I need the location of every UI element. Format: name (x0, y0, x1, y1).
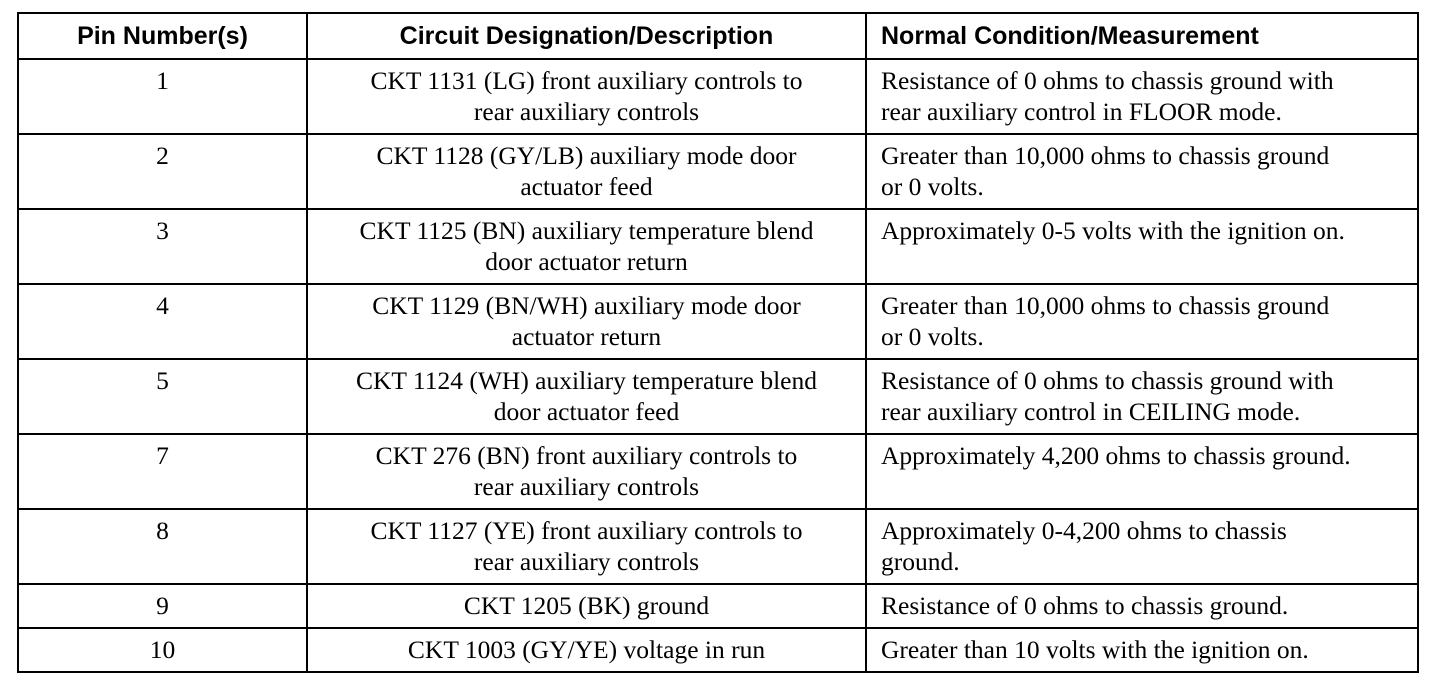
pin-number-cell: 5 (18, 359, 307, 434)
normal-condition-cell (866, 134, 1418, 209)
pin-number-cell: 9 (18, 584, 307, 628)
pin-number-cell: 2 (18, 134, 307, 209)
circuit-line: CKT 1129 (BN/WH) auxiliary mode door (372, 291, 801, 320)
normal-condition-cell (866, 628, 1418, 672)
normal-condition-cell (866, 59, 1418, 134)
circuit-line: CKT 276 (BN) front auxiliary controls to (375, 441, 798, 470)
pin-number-cell: 10 (18, 628, 307, 672)
pin-number-cell: 7 (18, 434, 307, 509)
pin-number-cell: 1 (18, 59, 307, 134)
condition-line: rear auxiliary control in CEILING mode. (881, 397, 1301, 426)
table-row (18, 134, 1418, 209)
circuit-line: actuator feed (520, 172, 653, 201)
circuit-line: CKT 1128 (GY/LB) auxiliary mode door (376, 141, 797, 170)
table-row (18, 284, 1418, 359)
circuit-description-cell (307, 359, 866, 434)
header-pin-number: Pin Number(s) (18, 13, 307, 59)
condition-line: Greater than 10 volts with the ignition on. (881, 635, 1309, 664)
circuit-line: door actuator feed (493, 397, 680, 426)
circuit-line: CKT 1124 (WH) auxiliary temperature blend (356, 366, 817, 395)
condition-line: ground. (881, 547, 960, 576)
normal-condition-cell (866, 509, 1418, 584)
circuit-description-cell (307, 584, 866, 628)
table-row (18, 359, 1418, 434)
header-normal-condition: Normal Condition/Measurement (866, 13, 1418, 59)
circuit-line: rear auxiliary controls (473, 97, 700, 126)
condition-line: Resistance of 0 ohms to chassis ground. (881, 591, 1289, 620)
condition-line: rear auxiliary control in FLOOR mode. (881, 97, 1282, 126)
pin-number-cell: 3 (18, 209, 307, 284)
condition-line: or 0 volts. (881, 172, 984, 201)
circuit-line: actuator return (511, 322, 662, 351)
circuit-description-cell (307, 628, 866, 672)
condition-line: Greater than 10,000 ohms to chassis ground (881, 141, 1330, 170)
table-row (18, 628, 1418, 672)
table-row (18, 584, 1418, 628)
circuit-description-cell (307, 284, 866, 359)
normal-condition-cell (866, 209, 1418, 284)
normal-condition-cell (866, 584, 1418, 628)
header-circuit-description: Circuit Designation/Description (307, 13, 866, 59)
circuit-description-cell (307, 209, 866, 284)
condition-line: Resistance of 0 ohms to chassis ground with (881, 366, 1334, 395)
circuit-description-cell (307, 134, 866, 209)
pin-description-table (17, 12, 1419, 673)
table-row (18, 434, 1418, 509)
circuit-line: CKT 1003 (GY/YE) voltage in run (407, 635, 766, 664)
circuit-line: rear auxiliary controls (473, 472, 700, 501)
normal-condition-cell (866, 359, 1418, 434)
circuit-line: CKT 1205 (BK) ground (463, 591, 710, 620)
condition-line: Greater than 10,000 ohms to chassis ground (881, 291, 1330, 320)
condition-line: Approximately 4,200 ohms to chassis ground. (881, 441, 1351, 470)
circuit-line: CKT 1125 (BN) auxiliary temperature blend (359, 216, 814, 245)
condition-line: Resistance of 0 ohms to chassis ground with (881, 66, 1334, 95)
table-body (18, 59, 1418, 672)
circuit-line: CKT 1127 (YE) front auxiliary controls to (370, 516, 803, 545)
condition-line: Approximately 0-5 volts with the ignition on. (881, 216, 1345, 245)
circuit-description-cell (307, 509, 866, 584)
table-row (18, 209, 1418, 284)
pin-number-cell: 4 (18, 284, 307, 359)
circuit-line: rear auxiliary controls (473, 547, 700, 576)
table-row (18, 59, 1418, 134)
condition-line: or 0 volts. (881, 322, 984, 351)
normal-condition-cell (866, 284, 1418, 359)
normal-condition-cell (866, 434, 1418, 509)
circuit-line: CKT 1131 (LG) front auxiliary controls to (370, 66, 803, 95)
pin-number-cell: 8 (18, 509, 307, 584)
circuit-line: door actuator return (485, 247, 688, 276)
table-row (18, 509, 1418, 584)
table-header (18, 13, 1418, 59)
header-row (18, 13, 1418, 59)
circuit-description-cell (307, 59, 866, 134)
circuit-description-cell (307, 434, 866, 509)
condition-line: Approximately 0-4,200 ohms to chassis (881, 516, 1287, 545)
